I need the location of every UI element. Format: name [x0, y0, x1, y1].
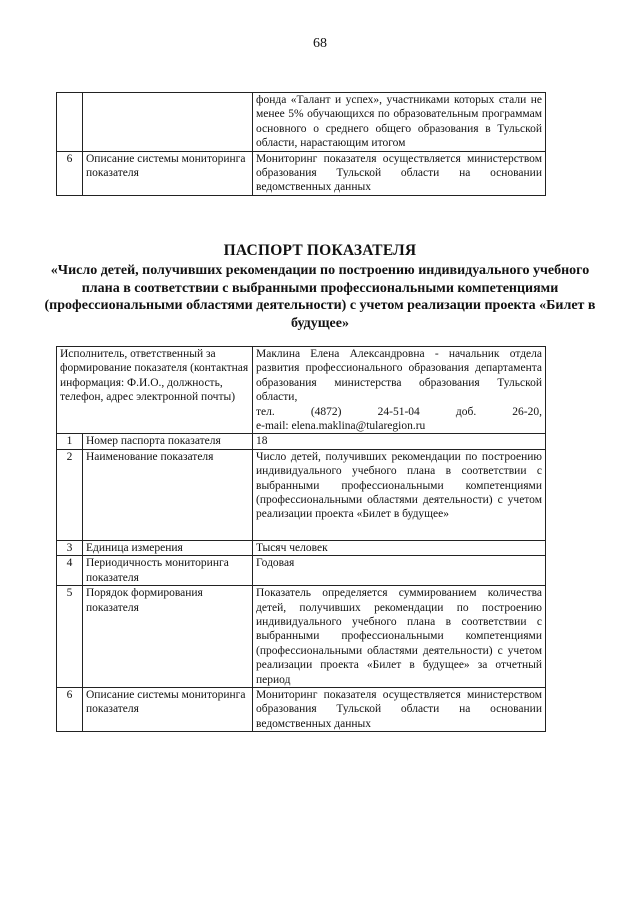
row-number: 3 [57, 540, 83, 555]
row-name [83, 93, 253, 152]
row-number: 4 [57, 556, 83, 586]
row-name: Порядок формирования показателя [83, 586, 253, 688]
table-row [57, 586, 546, 688]
table-row [57, 556, 546, 586]
table-row [57, 434, 546, 449]
executor-name: Маклина Елена Александровна - начальник отдела развития профессионального образования департамента образования министерства образования Тульской области, [256, 348, 542, 404]
row-value: фонда «Талант и успех», участниками которых стали не менее 5% обучающихся по образовательным программам основного о среднего общего образования в Тульской области, нарастающим итогом [253, 93, 546, 152]
row-value: Показатель определяется суммированием количества детей, получивших рекомендации по построению индивидуального учебного плана в соответствии с выбранными профессиональными компетенциями (профессиональными областями деятельности) с учетом реализации проекта «Билет в будущее» за отчетный период [253, 586, 546, 688]
row-number: 2 [57, 449, 83, 540]
row-value: Число детей, получивших рекомендации по построению индивидуального учебного плана в соответствии с выбранными профессиональными компетенциями (профессиональными областями деятельности) с учетом реализации проекта «Билет в будущее» [253, 449, 546, 540]
row-name: Единица измерения [83, 540, 253, 555]
row-name: Периодичность мониторинга показателя [83, 556, 253, 586]
table-row [57, 540, 546, 555]
row-value: Мониторинг показателя осуществляется министерством образования Тульской области на основании ведомственных данных [253, 687, 546, 731]
row-number [57, 93, 83, 152]
table-row [57, 687, 546, 731]
table-row [57, 93, 546, 152]
table-row [57, 347, 546, 434]
passport-table [56, 346, 546, 732]
passport-subtitle: «Число детей, получивших рекомендации по построению индивидуального учебного плана в соответствии с выбранными профессиональными компетенциями (профессиональными областями деятельности) с учетом реализации проекта «Билет в будущее» [44, 263, 596, 331]
passport-title: ПАСПОРТ ПОКАЗАТЕЛЯ [223, 242, 417, 259]
executor-email: e-mail: elena.maklina@tularegion.ru [256, 420, 426, 433]
row-name: Описание системы мониторинга показателя [83, 687, 253, 731]
row-value: Годовая [253, 556, 546, 586]
row-number: 5 [57, 586, 83, 688]
executor-info [253, 347, 546, 434]
executor-label: Исполнитель, ответственный за формирование показателя (контактная информация: Ф.И.О., должность, телефон, адрес электронной почты) [57, 347, 253, 434]
row-number: 6 [57, 151, 83, 195]
row-value: 18 [253, 434, 546, 449]
page-number: 68 [313, 36, 327, 51]
row-name: Описание системы мониторинга показателя [83, 151, 253, 195]
continuation-table [56, 92, 546, 196]
row-value: Мониторинг показателя осуществляется министерством образования Тульской области на основании ведомственных данных [253, 151, 546, 195]
row-number: 6 [57, 687, 83, 731]
row-number: 1 [57, 434, 83, 449]
table-row [57, 449, 546, 540]
row-value: Тысяч человек [253, 540, 546, 555]
executor-phone: тел. (4872) 24-51-04 доб. 26-20, [256, 405, 542, 418]
table-row [57, 151, 546, 195]
row-name: Номер паспорта показателя [83, 434, 253, 449]
row-name: Наименование показателя [83, 449, 253, 540]
